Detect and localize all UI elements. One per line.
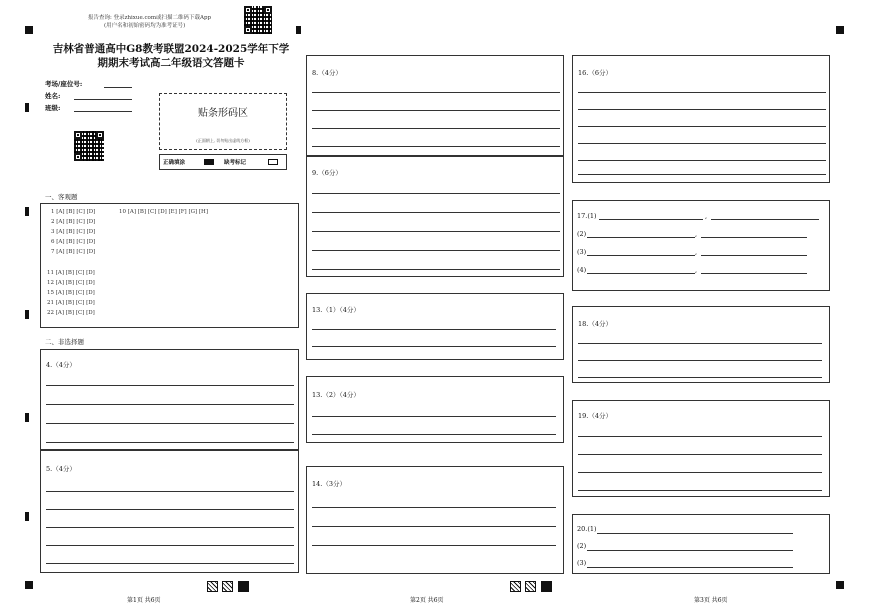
q8-label: 8.（4分） (312, 69, 342, 77)
answer-line (578, 472, 822, 473)
q8-answer-box[interactable] (306, 55, 564, 156)
answer-line (312, 92, 560, 93)
answer-line (578, 143, 826, 144)
answer-line (46, 423, 294, 424)
q17-separator: , (705, 212, 708, 220)
answer-line (578, 454, 822, 455)
answer-line (46, 404, 294, 405)
answer-line (46, 491, 294, 492)
barcode-hint: (正面朝上, 切勿贴出虚线方框) (196, 138, 250, 143)
q20-answer-box[interactable] (572, 514, 830, 574)
absent-mark-label: 缺考标记 (224, 160, 247, 166)
page-number-3: 第3页 共6页 (694, 597, 728, 604)
q18-answer-box[interactable] (572, 306, 830, 383)
answer-line (312, 507, 556, 508)
answer-line (312, 346, 556, 347)
timing-mark (25, 207, 29, 216)
q17-separator: , (695, 266, 698, 274)
objective-row[interactable]: 21 [A] [B] [C] [D] (47, 300, 95, 306)
objective-row[interactable]: 15 [A] [B] [C] [D] (47, 290, 95, 296)
q17-1-blank-a[interactable] (599, 219, 703, 220)
timing-mark (836, 581, 844, 589)
q17-2-blank-b[interactable] (701, 237, 807, 238)
q13-2-answer-box[interactable] (306, 376, 564, 443)
q17-2-blank-a[interactable] (587, 237, 695, 238)
q19-answer-box[interactable] (572, 400, 830, 497)
subjective-heading: 二、非选择题 (45, 338, 84, 346)
timing-mark (296, 26, 301, 34)
q17-separator: , (695, 230, 698, 238)
barcode-area[interactable] (159, 93, 287, 150)
answer-line (578, 436, 822, 437)
objective-row[interactable]: 22 [A] [B] [C] [D] (47, 310, 95, 316)
q20-2-label: (2) (577, 542, 587, 550)
q17-3-blank-b[interactable] (701, 255, 807, 256)
q20-1-blank[interactable] (597, 533, 793, 534)
qr-code-icon (244, 6, 272, 34)
page-marker-solid (541, 581, 552, 592)
q17-3-label: (3) (577, 248, 587, 256)
class-field[interactable] (74, 111, 132, 112)
timing-mark (25, 103, 29, 112)
objective-row[interactable]: 1 [A] [B] [C] [D] (51, 209, 96, 215)
answer-line (312, 110, 560, 111)
q16-answer-box[interactable] (572, 55, 830, 183)
answer-line (312, 212, 560, 213)
objective-row[interactable]: 12 [A] [B] [C] [D] (47, 280, 95, 286)
exam-seat-field[interactable] (104, 87, 132, 88)
q17-3-blank-a[interactable] (587, 255, 695, 256)
q4-answer-box[interactable] (40, 349, 299, 450)
q20-3-blank[interactable] (587, 567, 793, 568)
correct-fill-label: 正确填涂 (163, 160, 186, 166)
answer-line (46, 545, 294, 546)
objective-heading: 一、客观题 (45, 193, 78, 201)
answer-line (578, 343, 822, 344)
answer-line (312, 250, 560, 251)
q17-answer-box[interactable] (572, 200, 830, 291)
answer-line (312, 231, 560, 232)
q18-label: 18.（4分） (578, 320, 612, 328)
q4-label: 4.（4分） (46, 361, 76, 369)
q17-1-blank-b[interactable] (711, 219, 819, 220)
answer-line (578, 109, 826, 110)
student-qr-icon (74, 131, 104, 161)
page-number-2: 第2页 共6页 (410, 597, 444, 604)
page-number-1: 第1页 共6页 (127, 597, 161, 604)
q14-answer-box[interactable] (306, 466, 564, 574)
q5-label: 5.（4分） (46, 465, 76, 473)
answer-line (46, 385, 294, 386)
fill-legend (159, 154, 287, 170)
answer-line (578, 92, 826, 93)
q9-label: 9.（6分） (312, 169, 342, 177)
timing-mark (25, 413, 29, 422)
q16-label: 16.（6分） (578, 69, 612, 77)
page-marker-solid (238, 581, 249, 592)
q17-1-label: 17.(1) (577, 212, 597, 220)
page-marker-hatched (222, 581, 233, 592)
answer-line (578, 174, 826, 175)
page-title-line2: 期期末考试高二年级语文答题卡 (97, 57, 245, 69)
answer-line (312, 128, 560, 129)
timing-mark (836, 26, 844, 34)
page-title: 吉林省普通高中G8教考联盟2024-2025学年下学 (52, 43, 290, 55)
answer-line (578, 160, 826, 161)
answer-line (578, 126, 826, 127)
q20-1-label: 20.(1) (577, 525, 597, 533)
q20-2-blank[interactable] (587, 550, 793, 551)
correct-fill-sample (204, 159, 214, 165)
name-field[interactable] (74, 99, 132, 100)
page-marker-hatched (207, 581, 218, 592)
answer-line (312, 329, 556, 330)
timing-mark (25, 26, 33, 34)
answer-line (46, 527, 294, 528)
report-notice-sub: (用户名和初始密码均为准考证号) (104, 23, 186, 29)
answer-line (312, 434, 556, 435)
name-label: 姓名: (45, 92, 61, 100)
barcode-label: 贴条形码区 (198, 108, 248, 119)
answer-line (312, 146, 560, 147)
answer-line (578, 360, 822, 361)
objective-row[interactable]: 3 [A] [B] [C] [D] (51, 229, 96, 235)
answer-line (312, 269, 560, 270)
objective-row[interactable]: 7 [A] [B] [C] [D] (51, 249, 96, 255)
timing-mark (25, 581, 33, 589)
answer-line (312, 526, 556, 527)
objective-answer-box (40, 203, 299, 328)
exam-seat-label: 考场/座位号: (45, 80, 83, 88)
objective-row[interactable]: 6 [A] [B] [C] [D] (51, 239, 96, 245)
q17-4-label: (4) (577, 266, 587, 274)
q20-3-label: (3) (577, 559, 587, 567)
timing-mark (25, 512, 29, 521)
q5-answer-box[interactable] (40, 450, 299, 573)
answer-line (578, 490, 822, 491)
q19-label: 19.（4分） (578, 412, 612, 420)
timing-mark (25, 310, 29, 319)
q17-4-blank-b[interactable] (701, 273, 807, 274)
objective-row[interactable]: 11 [A] [B] [C] [D] (47, 270, 95, 276)
page-marker-hatched (525, 581, 536, 592)
answer-line (46, 442, 294, 443)
q13-2-label: 13.（2）（4分） (312, 391, 360, 399)
q17-separator: , (695, 248, 698, 256)
absent-mark-checkbox[interactable] (268, 159, 278, 165)
objective-row[interactable]: 2 [A] [B] [C] [D] (51, 219, 96, 225)
class-label: 班级: (45, 104, 61, 112)
q9-answer-box[interactable] (306, 156, 564, 277)
answer-line (312, 416, 556, 417)
answer-line (46, 509, 294, 510)
q17-4-blank-a[interactable] (587, 273, 695, 274)
report-notice: 报告查询: 登录zhixue.com或扫描二维码下载App (88, 15, 212, 21)
answer-line (578, 377, 822, 378)
answer-line (46, 563, 294, 564)
answer-line (312, 193, 560, 194)
q13-1-answer-box[interactable] (306, 293, 564, 360)
objective-row-10[interactable]: 10 [A] [B] [C] [D] [E] [F] [G] [H] (119, 209, 208, 215)
q13-1-label: 13.（1）（4分） (312, 306, 360, 314)
q14-label: 14.（3分） (312, 480, 346, 488)
q17-2-label: (2) (577, 230, 587, 238)
answer-line (312, 545, 556, 546)
page-marker-hatched (510, 581, 521, 592)
